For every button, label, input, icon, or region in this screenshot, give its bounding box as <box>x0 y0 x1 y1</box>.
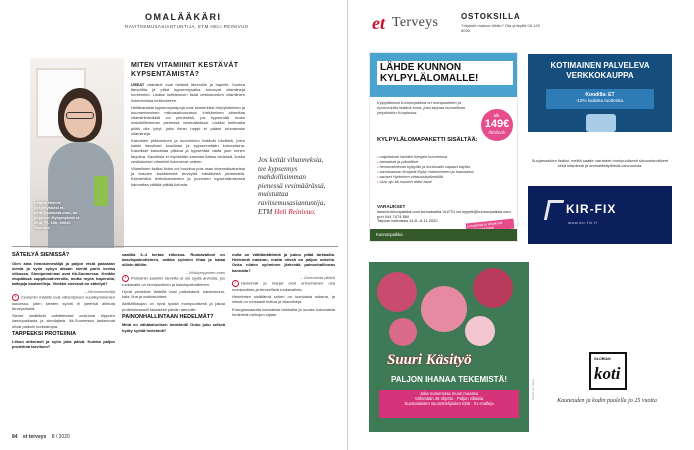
answer-lead: vitamiinit ovat herkkiä lämmölle ja hapelle. Korkea lämpötila ja pitkä kypsennysaika tuhoavat vitamiineja herkimmin. Lisäksi keittäminen lisää vesiliukoisten vitamiinien liukenemista keittoveteen. <box>131 82 245 103</box>
package-item: • aamiaiset ja päivälliset <box>377 159 487 164</box>
brand-logo-et: et <box>372 13 385 33</box>
answer-text: Hedelmien sisältämä sokeri on luontaista sokeria, ja niissä on runsaasti kuitua ja vitamiineja. <box>232 294 335 305</box>
section-subtitle: Yritykset mainos tähän? Ota yhteyttä 09-120 5090. <box>461 23 540 33</box>
flower-decoration <box>465 316 495 346</box>
kirfix-ad-text: Suojamaskien lisäksi, meiltä saatte varusteet monipuolisesti siivoustarvikkeet sekä käsidesiä ja ammattikäyttöisiä vahvuuksia. <box>531 158 669 168</box>
booking-title: VARAUKSET <box>377 204 406 209</box>
package-item: • Uusi ajo tai muuten aidot asiat <box>377 179 487 184</box>
gift-card-tag: Lomalahjat ja lahjakortit <box>466 219 515 234</box>
package-item: • hemmottelevan kylpylän ja kuntosalin vapaan käytön <box>377 164 487 169</box>
price-badge <box>481 109 513 141</box>
question-heading: MITEN VITAMIINIT KESTÄVÄT KYPSENTÄMISTÄ? <box>131 62 239 78</box>
page-footer <box>12 434 70 440</box>
package-item: • sauiset Hydrohen virtauskäytännöillä <box>377 174 487 179</box>
photo-caption: Lähetä Hellille kysymyksesi et-lehti@sanoma.com, tai kirjeitse: Kysymyksiä et-lehti, PL 100, 00040 Sanoma <box>34 200 81 230</box>
koti-tagline: Kauneuden ja kodin puolella jo 25 vuotta <box>557 398 657 404</box>
koti-logo-small: GLORIAN <box>594 357 611 361</box>
answer-paragraph-4: Vitamiinien lisäksi liotus voi huuhtoa pois osan kivennäisaineista ja kasvien sisältämistä terveyttä edistävistä yhdisteistä. Esimerkiksi lehtivihannesten ja juuresten kypsentämisessä kannattaa välttää pitkää liotusta. <box>131 166 245 187</box>
column-subtitle: RAVITSEMUSASIANTUNTIJA, ETM HELI REINIVUO <box>125 24 249 29</box>
question-signature: – Omenoista pitävä <box>300 274 335 280</box>
question-text-fruit: Minä en vähäkaloriisen hedelmiä! Onko joku selkeä hyöty syödä hedelmiä? <box>122 322 225 333</box>
package-title: KYLPYLÄLOMAPAKETTI SISÄLTÄÄ: <box>377 137 478 143</box>
lower-column-3 <box>232 252 335 319</box>
lower-column-2 <box>122 252 225 335</box>
brand-logo-terveys: Terveys <box>392 15 439 30</box>
answer-text <box>131 82 245 189</box>
verkkokauppa-ad[interactable] <box>528 54 672 132</box>
flower-decoration <box>421 286 467 332</box>
question-heading-protein: TARPEEKSI PROTEIINIA <box>12 330 77 337</box>
kirfix-logo-icon <box>544 200 564 220</box>
ad-lead: Kylpylälomat Kunnonpaikka on monipuolinen ja hyvinvointia lisäävä loma, joka tarjoaa kunnollisen ympäristön Kuopiossa. <box>377 100 466 115</box>
flower-decoration <box>377 272 417 312</box>
vertical-credit: Kuvat: ks. Sivut <box>531 379 535 400</box>
ad-headline: PALJON IHANAA TEKEMISTÄ! <box>391 375 507 384</box>
kirfix-ad[interactable] <box>528 186 672 244</box>
ad-title: LÄHDE KUNNON KYLPYLÄLOMALLE! <box>377 61 513 85</box>
question-signature: – Viisikymppinen mies <box>185 269 225 275</box>
answer-text: Hyviä proteiinin lähteitä ovat palkokasvit, kananmuna, kala, liha ja maitotuotteet. <box>122 289 225 300</box>
page-number: 84 <box>12 434 18 440</box>
magazine-logo: Suuri Käsityö <box>387 352 472 368</box>
price-prefix: alk. <box>493 113 501 118</box>
pull-quote <box>258 156 328 216</box>
kirfix-url[interactable]: www.kir-fix.fi <box>568 220 598 225</box>
offer-line: Suomalaisten suunnittelijoiden töitä · XL-malleja <box>404 400 494 406</box>
question-heading-fruit: PAINONHALLINTAAN HEDELMÄT? <box>122 313 214 320</box>
answer-text: Proteiinin saannin tarvetta ei ole syytä arvioida, jos ruokavalio on monipuolinen ja kasvispainotteinen. <box>122 275 225 287</box>
section-title: OSTOKSILLA <box>461 12 521 21</box>
package-item: • majoitukset kahden hengen huoneessa <box>377 154 487 159</box>
author-photo <box>30 58 124 248</box>
booking-text[interactable]: www.kunnonpaikka.com tunnuksella VLETU tai myynti@kunnonpaikka.com puh 044 7474 560 <box>377 208 511 219</box>
koti-logo-large: koti <box>594 364 621 383</box>
ad-title: KOTIMAINEN PALVELEVA VERKKOKAUPPA <box>550 61 650 80</box>
photo-glasses <box>66 112 94 119</box>
question-heading-radiation: SÄTEILYÄ SIENISSÄ? <box>12 252 70 258</box>
answer-arrow-icon: › <box>122 275 129 282</box>
offer-line: Joka numerossa muun muassa <box>419 391 479 396</box>
answer-text: Sienet sisältävät vaihtelevasti cesiumia riippuen kasvupaikasta ja sienilajista. Itä-Suomessa laskeumat olivat paikoin korkeampia. <box>12 313 115 329</box>
offer-validity: Tarjous voimassa 14.8.–6.11.2020 <box>377 218 438 224</box>
question-text-continued: saalilla 3–4 kertaa viikossa. Ruokavalioni on kasvispainotteinen, vaikka syönkin lihaa ja kalaa silloin tällöin. <box>122 252 225 268</box>
suuri-kasityo-ad[interactable] <box>369 262 529 432</box>
question-text-continued: nulla on välttämättömiä ja paino pitää tarkkailla. Hedelmiä maistuu, mutta niissä on paljon sokeria. Onko niiden syöminen järkevää painonhallinnan kannalta? <box>232 252 335 273</box>
issue-number: 8 / 2020 <box>51 434 70 440</box>
question-text-protein: Liikun ahkerasti ja syön joka päivä. Kuinka paljon proteiinia tarvitsen? <box>12 339 115 350</box>
discount-text: -10% kaikista tuotteista. <box>575 98 625 103</box>
section-divider <box>12 246 338 247</box>
answer-text: Hedelmät ja marjat ovat erinomainen osa monipuolista ja terveellistä ruokavaliota. <box>232 280 335 293</box>
face-mask-icon <box>586 114 616 132</box>
photo-green-drink <box>94 176 108 206</box>
offer-line: Vähintään 45 ohjetta · Paljon villaisia <box>414 395 484 401</box>
question-text-radiation: Olen aina himosienestäjä ja paljon etsiä pakastan sieniä ja syön sykyn aikaan sieniä parin kertaa viikossa. Sienipoiminnat ovat itä-Suomessa. Kerään etupäässä suppilovahveroita, mutta myös haperoita, tattejaja kantarelleja. Vieläkö sienissä on säteilyä? <box>12 260 115 287</box>
kirfix-brand: KIR-FIX <box>566 202 617 216</box>
discount-code-box <box>546 89 654 109</box>
question-signature: – Himosienestäjä <box>84 288 115 294</box>
answer-text: Cesiumin määrät ovat vähentyneet vuosikymmenien kuluessa, joten sienten syönti ei yleensä aiheuta terveysriskiä. <box>12 294 115 311</box>
pull-quote-author: Heli Reinivuo. <box>274 207 316 216</box>
answer-lead-word: USEAT <box>131 82 145 87</box>
koti-logo <box>589 352 627 390</box>
package-list <box>377 154 487 184</box>
magazine-name: et terveys <box>22 434 47 440</box>
price-value: 149€ <box>484 118 510 130</box>
discount-code: Koodilla: ET <box>585 92 615 98</box>
kunnonpaikka-ad[interactable] <box>369 52 518 242</box>
answer-arrow-icon: › <box>12 294 19 301</box>
package-item: • sanoisaunan lempeät löylyt maisemineen ja laavutaloa <box>377 169 487 174</box>
ad-offer-bar <box>379 390 519 418</box>
pull-quote-text: Jos keität vihanneksia, tee kypsennys mahdollisimman pienessä vesimäärässä, muistuttaa ravitsemusasiantuntija, ETM <box>258 156 326 216</box>
lower-column-1 <box>12 252 115 352</box>
flower-decoration <box>473 268 513 308</box>
answer-arrow-icon: › <box>232 280 239 287</box>
price-suffix: /hlö/2vrk <box>488 130 506 135</box>
answer-paragraph-2: Hellävaraisia kypsennystapoja ovat esimerkiksi höyryttäminen ja kuumentaminen mikroaaltouunissa. Keittäminen aiheuttaa vitamiinihävikkiä voi pienentää, jos kypsentää ruoan mahdollisimman pienessä vesimäärässä. Lisäksi keittoaika pitää olla lyhyt, jotta ilman happi ei pääse tuhoamaan vitamiineja. <box>131 104 245 136</box>
flower-decoration <box>389 318 417 346</box>
glorian-koti-ad[interactable] <box>539 350 675 432</box>
answer-text: Aktiiviliikkujan on hyvä syödä monipuolisesti ja jakaa proteiininsaanti tasaisesti päivän aterioille. <box>122 301 225 312</box>
answer-paragraph-3: Kasvisten pilkkominen ja kuoriminen lisäävät hävikkiä, joten kaikki kasvikset kuoritaan ja kypsennetään kokonaisina. Kasvikset kannattaa pilkkoa ja kypsentää vasta juuri ennen tarjoilua. Kasviksia ei myöskään kannata liottaa vedessä, koska vesiliukoiset vitamiinit liukenevat veteen. <box>131 138 245 164</box>
column-title: OMALÄÄKÄRI <box>145 12 222 22</box>
answer-text: Energiansaantia kannattaa tarkkailla ja suosia kokonaisia hedelmiä mehujen sijaan. <box>232 306 335 317</box>
ad-footer: Kunnonpaikka <box>370 229 517 241</box>
